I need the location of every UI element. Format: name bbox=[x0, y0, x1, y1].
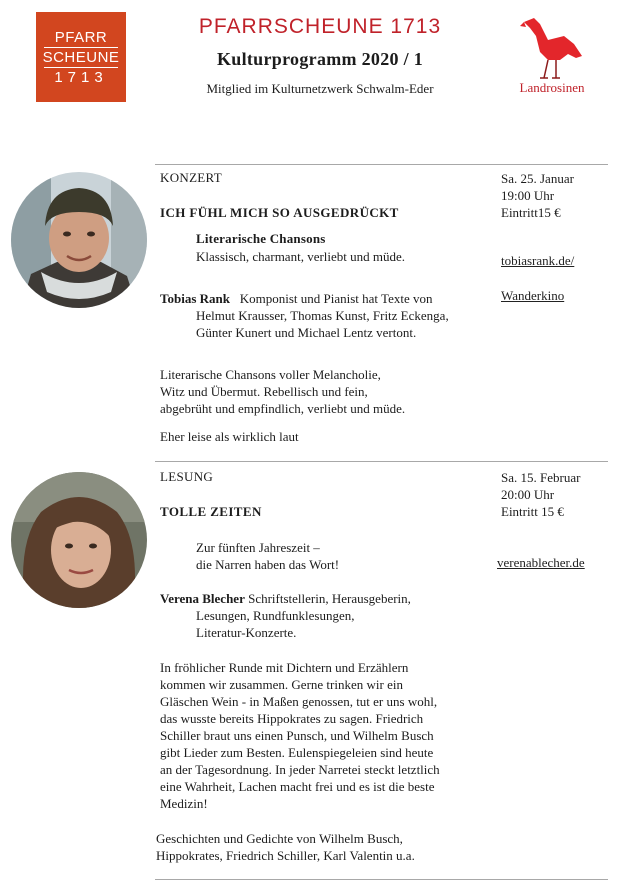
event-title: TOLLE ZEITEN bbox=[160, 504, 262, 519]
event-tagline: Klassisch, charmant, verliebt und müde. bbox=[196, 249, 406, 264]
subtitle-line: Zur fünften Jahreszeit – bbox=[196, 540, 320, 555]
wanderkino-link[interactable]: Wanderkino bbox=[501, 288, 565, 303]
artist-bio-line: Lesungen, Rundfunklesungen, bbox=[196, 608, 355, 623]
event-category: LESUNG bbox=[160, 469, 214, 484]
logo-line-pfarr: PFARR bbox=[54, 28, 108, 46]
artist-bio bbox=[160, 290, 500, 341]
event-category: KONZERT bbox=[160, 170, 222, 185]
event-time: 20:00 Uhr bbox=[501, 487, 555, 502]
program-title: Kulturprogramm 2020 / 1 bbox=[216, 49, 424, 69]
artist-name: Tobias Rank bbox=[160, 291, 230, 306]
event-subtitle bbox=[196, 539, 339, 573]
event-subtitle: Literarische Chansons bbox=[196, 231, 326, 246]
section-divider bbox=[155, 164, 608, 165]
event-description bbox=[160, 659, 510, 812]
description-line: Medizin! bbox=[160, 796, 208, 811]
artist-name: Verena Blecher bbox=[160, 591, 245, 606]
event-closing: Eher leise als wirklich laut bbox=[160, 429, 299, 444]
description-line: In fröhlicher Runde mit Dichtern und Erzählern bbox=[160, 660, 409, 675]
description-line: Gläschen Wein - in Maßen genossen, tut er uns wohl, bbox=[160, 694, 438, 709]
artist-website-link[interactable]: verenablecher.de bbox=[497, 555, 585, 570]
artist-bio-line: Komponist und Pianist hat Texte von bbox=[239, 291, 433, 306]
partner-name: Landrosinen bbox=[519, 80, 585, 95]
artist-bio-line: Helmut Krausser, Thomas Kunst, Fritz Eckenga, bbox=[196, 308, 449, 323]
description-line: das wusste bereits Hippokrates zu sagen. Friedrich bbox=[160, 711, 424, 726]
rooster-icon bbox=[520, 14, 584, 80]
logo-line-scheune: SCHEUNE bbox=[42, 48, 120, 66]
description-line: an der Tagesordnung. In jeder Narretei steckt letztlich bbox=[160, 762, 440, 777]
brand-title: PFARRSCHEUNE 1713 bbox=[198, 15, 442, 38]
section-divider bbox=[155, 879, 608, 880]
pfarrscheune-logo bbox=[36, 12, 126, 102]
description-line: gibt Lieder zum Besten. Eulenspiegeleien sind heute bbox=[160, 745, 434, 760]
event-description bbox=[160, 366, 500, 417]
description-line: Schiller braut uns einen Punsch, und Wilhelm Busch bbox=[160, 728, 434, 743]
description-line: kommen wir zusammen. Gerne trinken wir ein bbox=[160, 677, 403, 692]
event-price: Eintritt15 € bbox=[501, 205, 561, 220]
logo-line-year: 1713 bbox=[54, 68, 108, 86]
closing-line: Hippokrates, Friedrich Schiller, Karl Valentin u.a. bbox=[156, 848, 415, 863]
event-closing bbox=[156, 830, 506, 864]
network-membership: Mitglied im Kulturnetzwerk Schwalm-Eder bbox=[206, 81, 434, 96]
artist-photo-tobias-rank bbox=[11, 172, 147, 308]
artist-bio-line: Literatur-Konzerte. bbox=[196, 625, 297, 640]
artist-photo-verena-blecher bbox=[11, 472, 147, 608]
logo-rule bbox=[44, 47, 118, 48]
artist-bio bbox=[160, 590, 500, 641]
description-line: abgebrüht und empfindlich, verliebt und müde. bbox=[160, 401, 406, 416]
description-line: eine Wahrheit, Lachen macht frei und es ist die beste bbox=[160, 779, 435, 794]
logo-rule bbox=[44, 67, 118, 68]
artist-bio-line: Schriftstellerin, Herausgeberin, bbox=[248, 591, 411, 606]
subtitle-line: die Narren haben das Wort! bbox=[196, 557, 340, 572]
event-price: Eintritt 15 € bbox=[501, 504, 564, 519]
description-line: Witz und Übermut. Rebellisch und fein, bbox=[160, 384, 368, 399]
description-line: Literarische Chansons voller Melancholie, bbox=[160, 367, 381, 382]
section-divider bbox=[155, 461, 608, 462]
artist-website-link[interactable]: tobiasrank.de/ bbox=[501, 253, 575, 268]
event-title: ICH FÜHL MICH SO AUSGEDRÜCKT bbox=[160, 205, 399, 220]
event-time: 19:00 Uhr bbox=[501, 188, 555, 203]
closing-line: Geschichten und Gedichte von Wilhelm Busch, bbox=[156, 831, 403, 846]
artist-bio-line: Günter Kunert und Michael Lentz vertont. bbox=[196, 325, 417, 340]
event-date: Sa. 15. Februar bbox=[501, 470, 581, 485]
event-date: Sa. 25. Januar bbox=[501, 171, 574, 186]
